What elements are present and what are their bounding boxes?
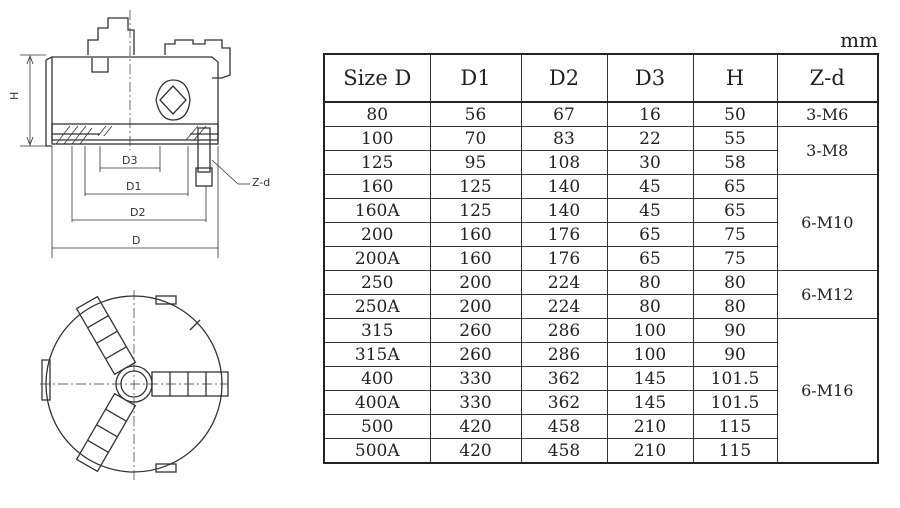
- table-cell: 400: [324, 367, 430, 391]
- table-cell: 16: [607, 102, 693, 127]
- dim-label-d: D: [132, 234, 141, 247]
- table-cell: 56: [430, 102, 521, 127]
- table-cell: 125: [430, 175, 521, 199]
- table-cell: 176: [521, 223, 607, 247]
- table-cell: 75: [693, 247, 777, 271]
- table-cell: 260: [430, 343, 521, 367]
- table-cell: 83: [521, 127, 607, 151]
- z-d-cell: 6-M10: [777, 175, 878, 271]
- table-cell: 65: [607, 247, 693, 271]
- table-cell: 115: [693, 415, 777, 439]
- table-cell: 30: [607, 151, 693, 175]
- dim-label-d3: D3: [122, 154, 138, 167]
- col-header-z-d: Z-d: [777, 54, 878, 102]
- table-cell: 160A: [324, 199, 430, 223]
- table-row: [324, 102, 878, 127]
- dim-label-d1: D1: [126, 180, 142, 193]
- chuck-technical-drawing: [0, 0, 320, 508]
- table-cell: 80: [607, 271, 693, 295]
- dimension-lines: [20, 55, 218, 258]
- table-cell: 224: [521, 271, 607, 295]
- table-cell: 250: [324, 271, 430, 295]
- table-cell: 160: [324, 175, 430, 199]
- table-cell: 80: [324, 102, 430, 127]
- table-cell: 458: [521, 415, 607, 439]
- table-cell: 115: [693, 439, 777, 464]
- table-cell: 210: [607, 439, 693, 464]
- dim-label-zd: Z-d: [252, 176, 271, 189]
- dim-label-d2: D2: [130, 206, 146, 219]
- table-cell: 95: [430, 151, 521, 175]
- z-d-cell: 6-M12: [777, 271, 878, 319]
- table-cell: 315A: [324, 343, 430, 367]
- table-cell: 100: [607, 319, 693, 343]
- table-cell: 200: [324, 223, 430, 247]
- table-cell: 420: [430, 415, 521, 439]
- table-cell: 286: [521, 319, 607, 343]
- table-cell: 210: [607, 415, 693, 439]
- table-cell: 362: [521, 391, 607, 415]
- z-d-cell: 3-M8: [777, 127, 878, 175]
- col-header-d3: D3: [607, 54, 693, 102]
- table-cell: 70: [430, 127, 521, 151]
- table-cell: 330: [430, 367, 521, 391]
- table-cell: 65: [693, 199, 777, 223]
- table-cell: 90: [693, 319, 777, 343]
- table-cell: 125: [430, 199, 521, 223]
- table-cell: 200: [430, 271, 521, 295]
- table-cell: 400A: [324, 391, 430, 415]
- table-cell: 45: [607, 199, 693, 223]
- table-cell: 45: [607, 175, 693, 199]
- z-d-cell: 6-M16: [777, 319, 878, 464]
- table-cell: 101.5: [693, 367, 777, 391]
- table-header-row: [324, 54, 878, 102]
- col-header-size-d: Size D: [324, 54, 430, 102]
- table-cell: 108: [521, 151, 607, 175]
- table-cell: 65: [607, 223, 693, 247]
- table-cell: 140: [521, 199, 607, 223]
- table-cell: 101.5: [693, 391, 777, 415]
- table-cell: 65: [693, 175, 777, 199]
- table-cell: 420: [430, 439, 521, 464]
- table-row: [324, 175, 878, 199]
- table-cell: 140: [521, 175, 607, 199]
- col-header-d2: D2: [521, 54, 607, 102]
- table-cell: 55: [693, 127, 777, 151]
- specification-table: [323, 53, 879, 464]
- table-row: [324, 127, 878, 151]
- table-cell: 100: [324, 127, 430, 151]
- table-cell: 200: [430, 295, 521, 319]
- table-cell: 22: [607, 127, 693, 151]
- table-cell: 224: [521, 295, 607, 319]
- table-cell: 260: [430, 319, 521, 343]
- table-cell: 58: [693, 151, 777, 175]
- table-cell: 362: [521, 367, 607, 391]
- z-d-cell: 3-M6: [777, 102, 878, 127]
- table-cell: 315: [324, 319, 430, 343]
- table-cell: 100: [607, 343, 693, 367]
- table-cell: 330: [430, 391, 521, 415]
- table-cell: 80: [607, 295, 693, 319]
- table-cell: 90: [693, 343, 777, 367]
- col-header-d1: D1: [430, 54, 521, 102]
- table-cell: 458: [521, 439, 607, 464]
- table-cell: 160: [430, 223, 521, 247]
- table-cell: 145: [607, 367, 693, 391]
- unit-label: mm: [840, 28, 878, 52]
- table-row: [324, 319, 878, 343]
- table-cell: 125: [324, 151, 430, 175]
- table-cell: 250A: [324, 295, 430, 319]
- col-header-h: H: [693, 54, 777, 102]
- table-cell: 200A: [324, 247, 430, 271]
- table-cell: 500: [324, 415, 430, 439]
- table-cell: 286: [521, 343, 607, 367]
- table-cell: 176: [521, 247, 607, 271]
- dim-label-h: H: [8, 91, 21, 100]
- table-cell: 50: [693, 102, 777, 127]
- chuck-front-view: [40, 290, 228, 480]
- chuck-side-view: [46, 10, 250, 186]
- table-cell: 160: [430, 247, 521, 271]
- table-row: [324, 271, 878, 295]
- table-cell: 145: [607, 391, 693, 415]
- table-cell: 500A: [324, 439, 430, 464]
- table-cell: 80: [693, 271, 777, 295]
- table-cell: 67: [521, 102, 607, 127]
- table-cell: 80: [693, 295, 777, 319]
- table-cell: 75: [693, 223, 777, 247]
